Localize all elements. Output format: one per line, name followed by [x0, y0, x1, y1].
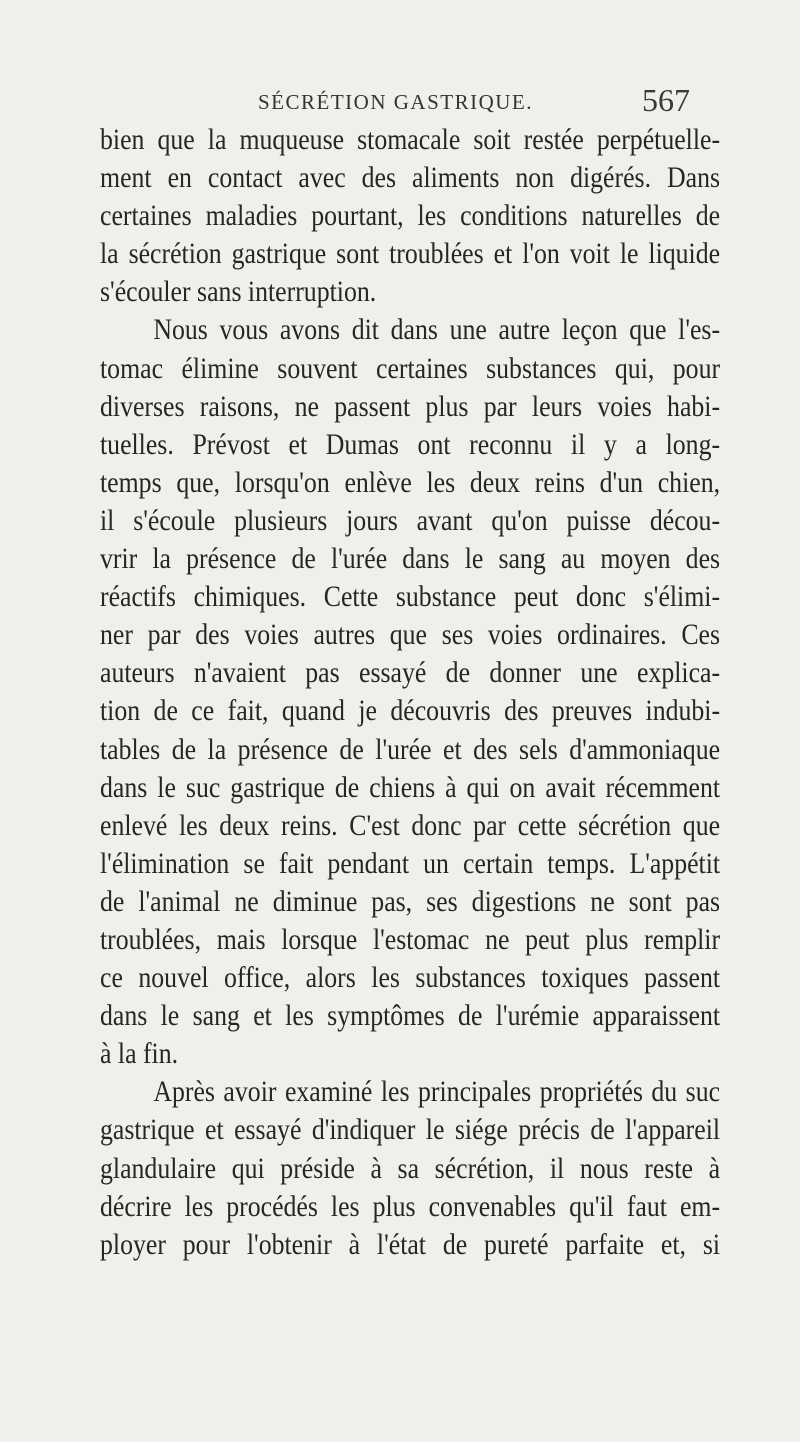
- text-line: gastrique et essayé d'indiquer le siége précis de l'appareil: [100, 1113, 721, 1147]
- text-line: Après avoir examiné les principales propriétés du suc: [153, 1075, 721, 1109]
- text-line: il s'écoule plusieurs jours avant qu'on puisse décou-: [100, 503, 721, 537]
- body-text: [100, 121, 720, 1264]
- text-line: de l'animal ne diminue pas, ses digestions ne sont pas: [100, 884, 721, 918]
- page-header: [0, 82, 800, 122]
- text-line: dans le sang et les symptômes de l'urémie apparaissent: [100, 999, 721, 1033]
- text-line: bien que la muqueuse stomacale soit restée perpétuelle-: [100, 123, 721, 156]
- text-line: enlevé les deux reins. C'est donc par cette sécrétion que: [100, 808, 721, 842]
- text-line: la sécrétion gastrique sont troublées et l'on voit le liquide: [100, 237, 721, 271]
- text-line: réactifs chimiques. Cette substance peut donc s'élimi-: [100, 580, 721, 614]
- text-line: ployer pour l'obtenir à l'état de pureté parfaite et, si: [100, 1227, 721, 1261]
- text-line: dans le suc gastrique de chiens à qui on avait récemment: [100, 770, 721, 804]
- text-line: décrire les procédés les plus convenables qu'il faut em-: [100, 1189, 721, 1223]
- text-line: tion de ce fait, quand je découvris des preuves indubi-: [100, 694, 721, 728]
- text-line: l'élimination se fait pendant un certain temps. L'appétit: [100, 846, 721, 880]
- text-line: vrir la présence de l'urée dans le sang au moyen des: [100, 542, 721, 576]
- text-line: troublées, mais lorsque l'estomac ne peut plus remplir: [100, 922, 721, 956]
- text-line: à la fin.: [100, 1037, 179, 1071]
- text-line: tuelles. Prévost et Dumas ont reconnu il y a long-: [100, 427, 721, 461]
- text-line: temps que, lorsqu'on enlève les deux reins d'un chien,: [100, 465, 721, 499]
- text-line: tomac élimine souvent certaines substances qui, pour: [100, 351, 721, 385]
- text-line: ce nouvel office, alors les substances toxiques passent: [100, 961, 721, 995]
- text-line: tables de la présence de l'urée et des sels d'ammoniaque: [100, 732, 721, 766]
- text-line: s'écouler sans interruption.: [100, 275, 377, 309]
- page-number: 567: [642, 82, 690, 118]
- text-line: Nous vous avons dit dans une autre leçon que l'es-: [153, 313, 721, 347]
- text-line: auteurs n'avaient pas essayé de donner une explica-: [100, 656, 721, 690]
- text-line: ner par des voies autres que ses voies ordinaires. Ces: [100, 618, 721, 652]
- text-line: certaines maladies pourtant, les conditions naturelles de: [100, 199, 721, 233]
- text-line: diverses raisons, ne passent plus par leurs voies habi-: [100, 389, 721, 423]
- running-head: SÉCRÉTION GASTRIQUE.: [258, 90, 533, 114]
- text-line: glandulaire qui préside à sa sécrétion, il nous reste à: [100, 1151, 721, 1185]
- text-line: ment en contact avec des aliments non digérés. Dans: [100, 161, 721, 195]
